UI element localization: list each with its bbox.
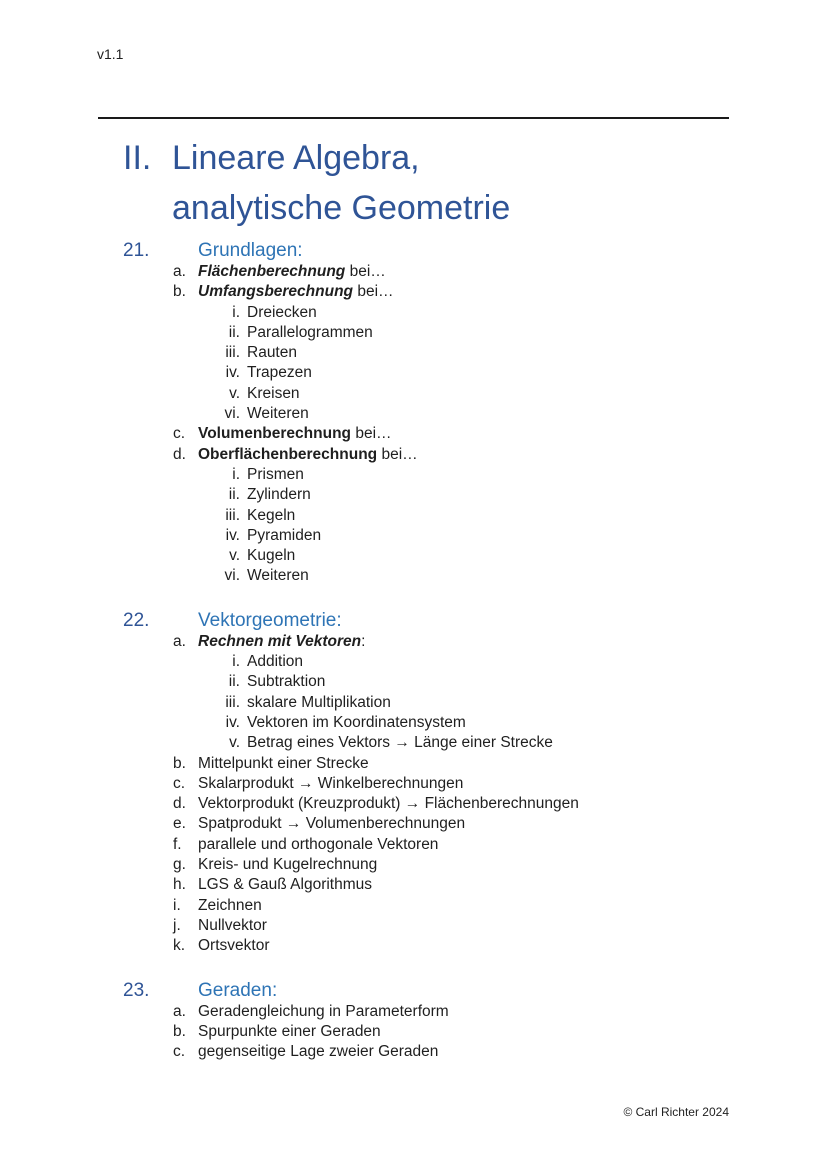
chapter-numeral: II. <box>123 139 152 177</box>
list-marker: b. <box>173 754 186 772</box>
section <box>0 239 828 587</box>
list-item-text <box>198 632 365 652</box>
sub-list-item-text: Prismen <box>247 465 304 483</box>
sub-list-marker: iv. <box>225 526 240 544</box>
sub-list-marker: i. <box>232 653 240 671</box>
list-item <box>0 632 828 652</box>
list-item <box>0 282 828 302</box>
list-item-segment: : <box>361 632 366 650</box>
horizontal-rule <box>98 117 729 119</box>
list-item-text <box>198 835 438 855</box>
list-item-segment: gegenseitige Lage zweier Geraden <box>198 1043 439 1061</box>
list-item-segment: Spurpunkte einer Geraden <box>198 1022 381 1040</box>
sub-list-marker: iv. <box>225 713 240 731</box>
copyright-footer: © Carl Richter 2024 <box>623 1105 729 1119</box>
list-item-segment: Oberflächenberechnung <box>198 445 378 463</box>
list-item-segment: Flächenberechnung <box>198 263 346 280</box>
list-marker: d. <box>173 795 186 813</box>
list-item-segment: Geradengleichung in Parameterform <box>198 1002 449 1020</box>
list-item-text <box>198 1002 449 1022</box>
list-marker: b. <box>173 1022 186 1040</box>
sub-list-item <box>0 672 828 692</box>
sub-list-item <box>0 733 828 753</box>
list-item <box>0 814 828 834</box>
list-item-text <box>198 262 386 282</box>
sub-list-item-text: Kegeln <box>247 506 296 524</box>
sub-list-item-text: Trapezen <box>247 364 312 382</box>
list-item-text <box>198 754 369 774</box>
sub-list-item <box>0 363 828 383</box>
list-item <box>0 875 828 895</box>
sub-list-item <box>0 485 828 505</box>
list-marker: a. <box>173 1002 186 1020</box>
section-number: 23. <box>123 979 150 1001</box>
list-item <box>0 445 828 465</box>
list-marker: a. <box>173 632 186 650</box>
list-item-segment: bei… <box>353 283 394 301</box>
list-item-text <box>198 814 465 834</box>
sub-list-marker: v. <box>229 547 240 565</box>
sub-list-item-text: Weiteren <box>247 405 309 423</box>
sub-list-marker: vi. <box>224 405 240 423</box>
sub-list-marker: v. <box>229 384 240 402</box>
list-item <box>0 424 828 444</box>
list-item-segment: LGS & Gauß Algorithmus <box>198 876 373 894</box>
sub-list-item <box>0 546 828 566</box>
list-item <box>0 262 828 282</box>
section-title: Vektorgeometrie: <box>198 609 342 631</box>
chapter-title-line1: Lineare Algebra, <box>172 139 420 177</box>
list-item-text <box>198 896 262 916</box>
section-title: Grundlagen: <box>198 240 303 261</box>
sub-list-item-text: Dreiecken <box>247 303 317 321</box>
sub-list-item <box>0 652 828 672</box>
list-item-segment: Kreis- und Kugelrechnung <box>198 856 378 874</box>
list-marker: c. <box>173 774 186 792</box>
list-marker: c. <box>173 425 186 443</box>
sub-list-item-text: Addition <box>247 653 304 671</box>
list-item-segment: bei… <box>377 445 418 463</box>
version-label: v1.1 <box>97 46 124 62</box>
sub-list-marker: iii. <box>225 344 240 362</box>
list-item-segment: Skalarprodukt → Winkelberechnungen <box>198 774 464 792</box>
sub-list-item-text: Kugeln <box>247 547 296 565</box>
list-marker: g. <box>173 856 186 874</box>
list-item-text <box>198 855 377 875</box>
list-marker: b. <box>173 283 186 301</box>
list-item-segment: Ortsvektor <box>198 937 270 955</box>
section-number: 21. <box>123 240 150 261</box>
sub-list-item <box>0 713 828 733</box>
sections-container <box>0 239 828 1062</box>
list-marker: f. <box>173 835 182 853</box>
list-marker: a. <box>173 263 186 280</box>
sub-list-marker: iii. <box>225 506 240 524</box>
list-marker: h. <box>173 876 186 894</box>
list-marker: j. <box>173 916 181 934</box>
sub-list-item-text: Zylindern <box>247 486 311 504</box>
list-item-text <box>198 424 392 444</box>
sub-list-item <box>0 343 828 363</box>
chapter-heading <box>123 133 828 233</box>
list-marker: i. <box>173 896 181 914</box>
sub-list-item <box>0 506 828 526</box>
list-item-segment: parallele und orthogonale Vektoren <box>198 835 439 853</box>
list-item-text <box>198 936 269 956</box>
list-item <box>0 1022 828 1042</box>
sub-list-marker: ii. <box>228 323 240 341</box>
list-item <box>0 794 828 814</box>
sub-list-item-text: Pyramiden <box>247 526 322 544</box>
list-item <box>0 936 828 956</box>
list-item <box>0 835 828 855</box>
sub-list-item <box>0 384 828 404</box>
list-item-text <box>198 282 394 302</box>
sub-list-marker: v. <box>229 734 240 752</box>
list-item <box>0 754 828 774</box>
list-item-text <box>198 1022 381 1042</box>
sub-list-marker: vi. <box>224 567 240 585</box>
list-item <box>0 1002 828 1022</box>
list-item-segment: Spatprodukt → Volumenberechnungen <box>198 815 466 833</box>
section <box>0 979 828 1063</box>
list-item-text <box>198 1042 438 1062</box>
list-item-text <box>198 916 267 936</box>
list-item <box>0 916 828 936</box>
sub-list-item-text: Rauten <box>247 344 297 362</box>
chapter-title <box>172 133 510 233</box>
list-item <box>0 1042 828 1062</box>
list-item-text <box>198 875 372 895</box>
sub-list-marker: ii. <box>228 673 240 691</box>
list-item <box>0 896 828 916</box>
document-body <box>0 133 828 1062</box>
sub-list-item-text: skalare Multiplikation <box>247 693 391 711</box>
list-marker: d. <box>173 445 186 463</box>
list-item-segment: Volumenberechnung <box>198 425 352 443</box>
sub-list-item-text: Parallelogrammen <box>247 323 373 341</box>
section-heading <box>0 239 828 262</box>
sub-list-item <box>0 465 828 485</box>
list-marker: k. <box>173 937 186 955</box>
list-item-text <box>198 794 579 814</box>
sub-list-item <box>0 323 828 343</box>
section <box>0 609 828 957</box>
list-marker: e. <box>173 815 186 833</box>
sub-list-marker: iii. <box>225 693 240 711</box>
sub-list-item <box>0 303 828 323</box>
sub-list-item-text: Kreisen <box>247 384 300 402</box>
sub-list-item <box>0 526 828 546</box>
list-item-segment: Rechnen mit Vektoren <box>198 632 362 650</box>
list-item-segment: Nullvektor <box>198 916 267 934</box>
section-number: 22. <box>123 609 150 631</box>
list-item-segment: bei… <box>345 263 386 280</box>
sub-list-item-text: Betrag eines Vektors → Länge einer Strecke <box>247 734 553 752</box>
sub-list-marker: ii. <box>228 486 240 504</box>
list-item-segment: Mittelpunkt einer Strecke <box>198 754 369 772</box>
list-item-text <box>198 774 463 794</box>
sub-list-item <box>0 566 828 586</box>
list-item-segment: Umfangsberechnung <box>198 283 354 301</box>
list-item-segment: bei… <box>351 425 392 443</box>
section-title: Geraden: <box>198 979 278 1001</box>
sub-list-marker: i. <box>232 303 240 321</box>
list-item-segment: Vektorprodukt (Kreuzprodukt) → Flächenberechnungen <box>198 795 579 813</box>
sub-list-item-text: Subtraktion <box>247 673 326 691</box>
sub-list-item <box>0 404 828 424</box>
list-marker: c. <box>173 1043 186 1061</box>
list-item-text <box>198 445 418 465</box>
sub-list-item-text: Vektoren im Koordinatensystem <box>247 713 466 731</box>
sub-list-item-text: Weiteren <box>247 567 309 585</box>
section-heading <box>0 609 828 632</box>
section-heading <box>0 979 828 1002</box>
list-item <box>0 774 828 794</box>
sub-list-item <box>0 693 828 713</box>
list-item-segment: Zeichnen <box>198 896 262 914</box>
list-item <box>0 855 828 875</box>
sub-list-marker: iv. <box>225 364 240 382</box>
chapter-title-line2: analytische Geometrie <box>172 189 511 227</box>
sub-list-marker: i. <box>232 465 240 483</box>
